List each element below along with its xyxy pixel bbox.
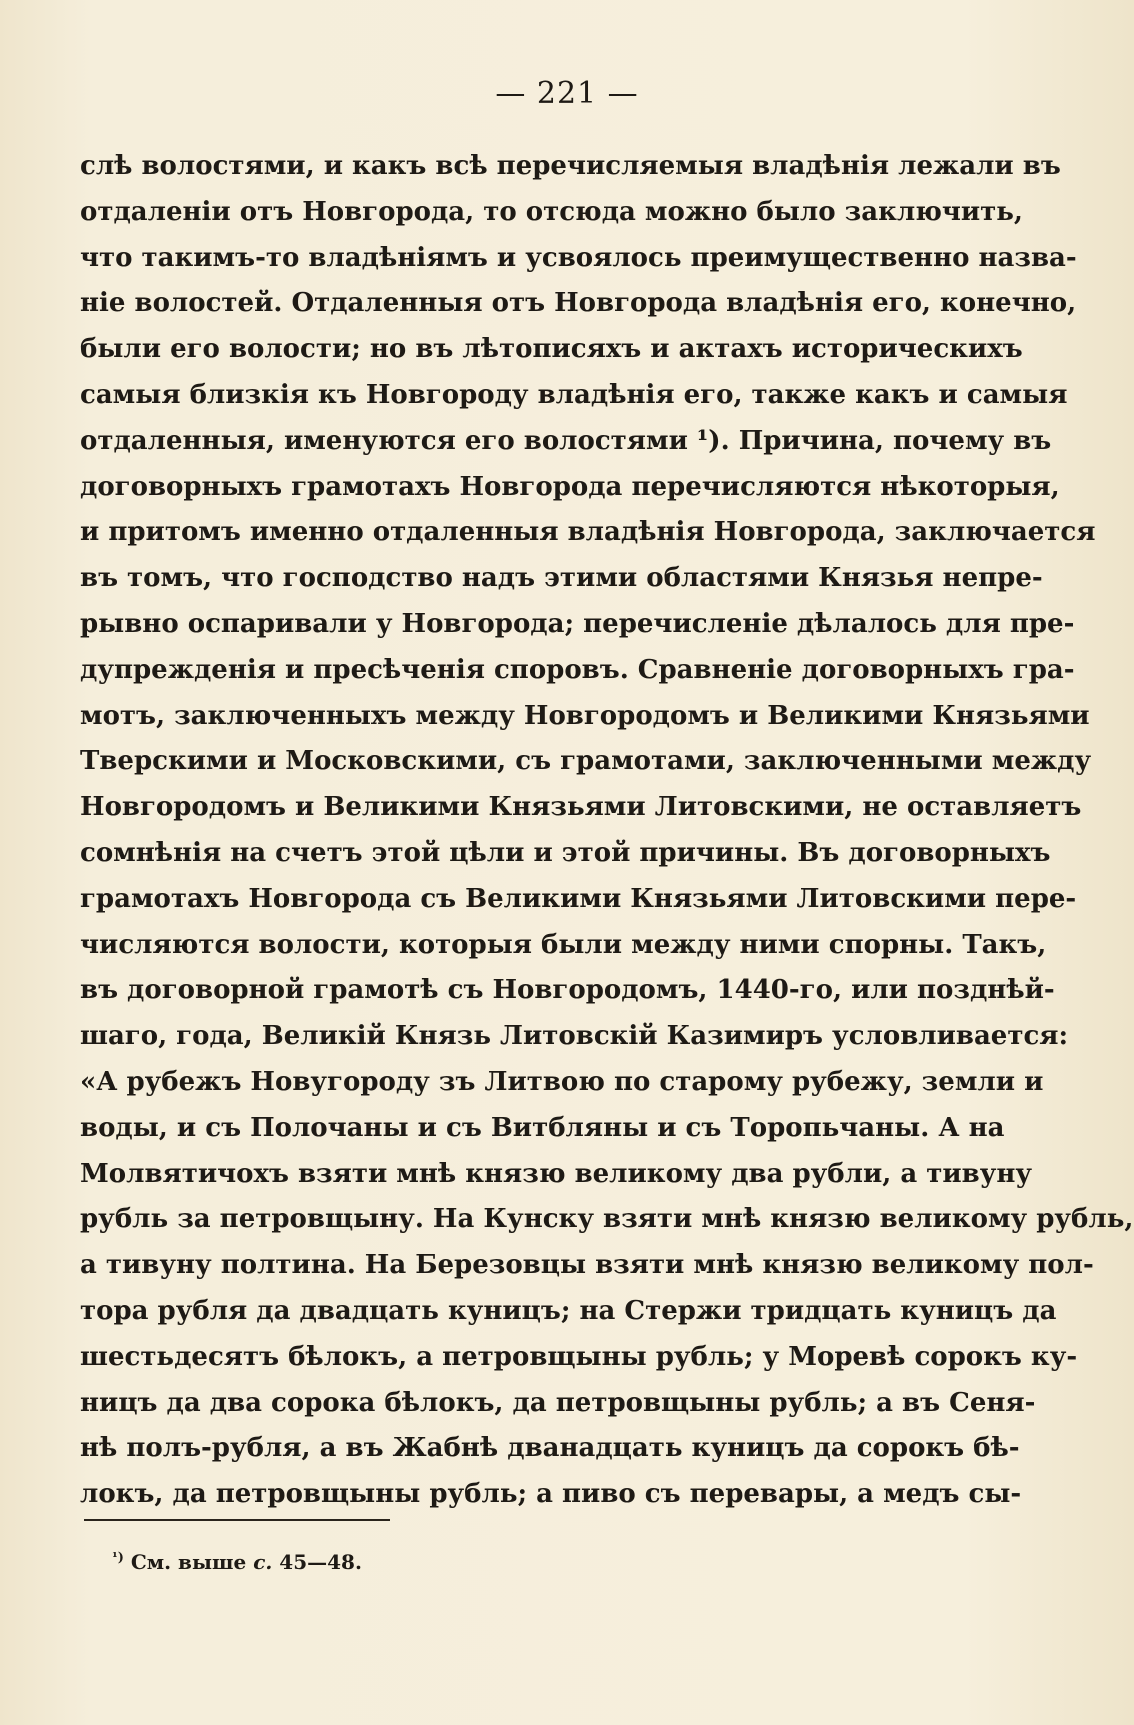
text-line: Новгородомъ и Великими Князьями Литовскими, не оставляетъ xyxy=(80,792,1082,823)
footnote-pages: 45—48. xyxy=(279,1550,362,1574)
text-line: сомнѣнія на счетъ этой цѣли и этой причины. Въ договорныхъ xyxy=(80,837,1051,868)
text-line: отдаленіи отъ Новгорода, то отсюда можно было заключить, xyxy=(80,196,1023,227)
text-line: шестьдесятъ бѣлокъ, а петровщыны рубль; у Моревѣ сорокъ ку- xyxy=(80,1341,1078,1372)
text-line: «А рубежъ Новугороду зъ Литвою по старому рубежу, земли и xyxy=(80,1066,1044,1097)
text-line: въ договорной грамотѣ съ Новгородомъ, 1440-го, или позднѣй- xyxy=(80,975,1055,1006)
text-line: были его волости; но въ лѣтописяхъ и актахъ историческихъ xyxy=(80,334,1023,365)
text-line: а тивуну полтина. На Березовцы взяти мнѣ князю великому пол- xyxy=(80,1250,1094,1281)
body-text xyxy=(80,144,1134,1518)
footnote-divider xyxy=(84,1519,390,1521)
text-line: самыя близкія къ Новгороду владѣнія его, также какъ и самыя xyxy=(80,379,1068,410)
text-line: что такимъ-то владѣніямъ и усвоялось преимущественно назва- xyxy=(80,242,1077,273)
text-line: отдаленныя, именуются его волостями ¹). Причина, почему въ xyxy=(80,425,1052,456)
footnote-text: См. выше xyxy=(130,1550,247,1574)
text-line: мотъ, заключенныхъ между Новгородомъ и Великими Князьями xyxy=(80,700,1090,731)
text-line: ницъ да два сорока бѣлокъ, да петровщыны рубль; а въ Сеня- xyxy=(80,1387,1036,1418)
text-line: и притомъ именно отдаленныя владѣнія Новгорода, заключается xyxy=(80,517,1096,548)
text-line: Молвятичохъ взяти мнѣ князю великому два рубли, а тивуну xyxy=(80,1158,1033,1189)
text-line: грамотахъ Новгорода съ Великими Князьями Литовскими пере- xyxy=(80,883,1077,914)
footnote-abbrev: с. xyxy=(253,1550,273,1574)
text-line: Тверскими и Московскими, съ грамотами, заключенными между xyxy=(80,746,1092,777)
text-line: нѣ полъ-рубля, а въ Жабнѣ дванадцать куницъ да сорокъ бѣ- xyxy=(80,1433,1020,1464)
text-line: рывно оспаривали у Новгорода; перечисленіе дѣлалось для пре- xyxy=(80,608,1075,639)
text-line: договорныхъ грамотахъ Новгорода перечисляются нѣкоторыя, xyxy=(80,471,1060,502)
text-line: шаго, года, Великій Князь Литовскій Казимиръ условливается: xyxy=(80,1021,1069,1052)
text-line: тора рубля да двадцать куницъ; на Стержи тридцать куницъ да xyxy=(80,1295,1057,1326)
text-line: локъ, да петровщыны рубль; а пиво съ перевары, а медъ сы- xyxy=(80,1479,1022,1510)
page-number: — 221 — xyxy=(495,76,639,111)
text-line: дупрежденія и пресѣченія споровъ. Сравненіе договорныхъ гра- xyxy=(80,654,1075,685)
text-line: въ томъ, что господство надъ этими областями Князья непре- xyxy=(80,563,1043,594)
text-line: числяются волости, которыя были между ними спорны. Такъ, xyxy=(80,929,1047,960)
footnote-marker: ¹) xyxy=(112,1550,124,1566)
text-line: рубль за петровщыну. На Кунску взяти мнѣ князю великому рубль, xyxy=(80,1204,1134,1235)
text-line: воды, и съ Полочаны и съ Витбляны и съ Торопьчаны. А на xyxy=(80,1112,1005,1143)
footnote xyxy=(112,1550,362,1574)
text-line: слѣ волостями, и какъ всѣ перечисляемыя владѣнія лежали въ xyxy=(80,151,1061,181)
text-line: ніе волостей. Отдаленныя отъ Новгорода владѣнія его, конечно, xyxy=(80,288,1077,319)
